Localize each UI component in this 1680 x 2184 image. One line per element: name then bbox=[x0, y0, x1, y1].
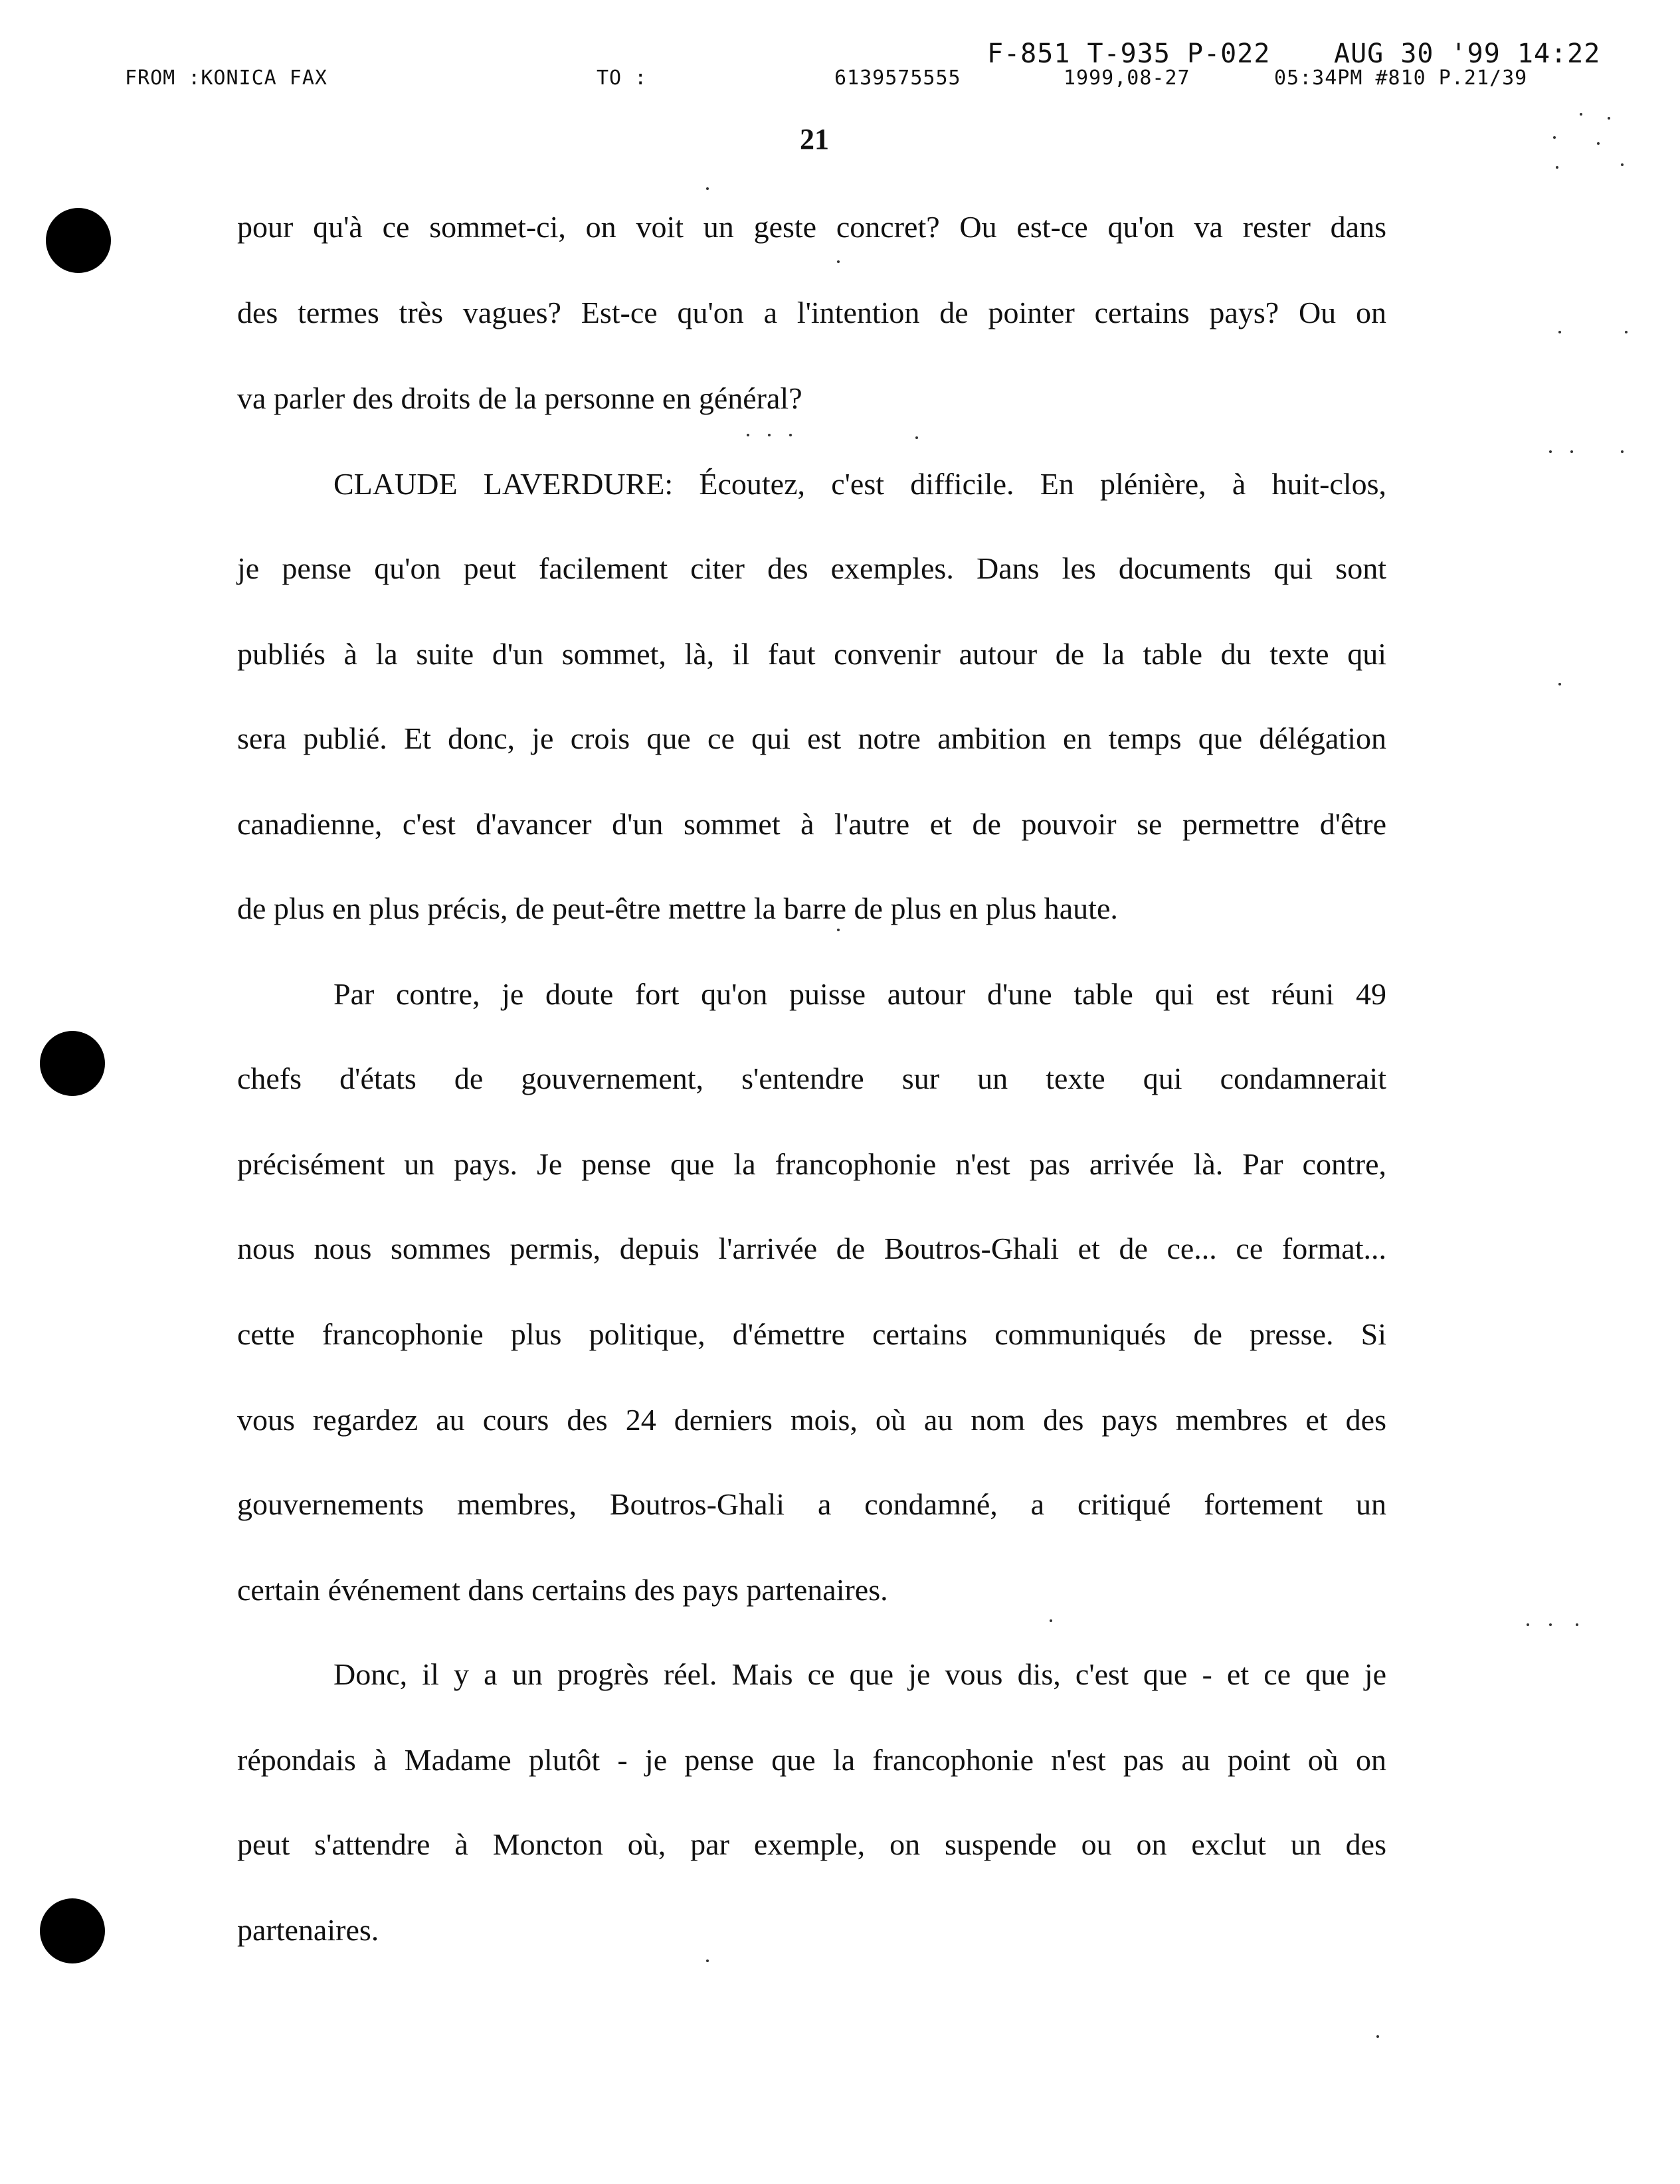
text-line: gouvernements membres, Boutros-Ghali a condamné, a critiqué fortement un bbox=[237, 1487, 1386, 1521]
text-line: sera publié. Et donc, je crois que ce qui est notre ambition en temps que délégation bbox=[237, 721, 1386, 755]
fax-number: 6139575555 bbox=[834, 66, 961, 90]
page-number: 21 bbox=[800, 123, 829, 155]
text-line: pour qu'à ce sommet-ci, on voit un geste concret? Ou est-ce qu'on va rester dans bbox=[237, 210, 1386, 244]
punch-hole bbox=[46, 208, 111, 273]
speaker-line: CLAUDE LAVERDURE: Écoutez, c'est difficile. En plénière, à huit-clos, bbox=[333, 467, 1386, 501]
fax-header-bottom bbox=[0, 66, 1680, 93]
text-line: répondais à Madame plutôt - je pense que la francophonie n'est pas au point où on bbox=[237, 1743, 1386, 1777]
text-line: cette francophonie plus politique, d'émettre certains communiqués de presse. Si bbox=[237, 1317, 1386, 1351]
fax-transmission-ids: F-851 T-935 P-022 bbox=[987, 39, 1271, 69]
text-line: partenaires. bbox=[237, 1913, 379, 1947]
fax-time-page-ref: 05:34PM #810 P.21/39 bbox=[1274, 66, 1528, 90]
text-line: Donc, il y a un progrès réel. Mais ce que je vous dis, c'est que - et ce que je bbox=[333, 1657, 1386, 1691]
text-line: publiés à la suite d'un sommet, là, il faut convenir autour de la table du texte qui bbox=[237, 637, 1386, 671]
fax-date: 1999,08-27 bbox=[1064, 66, 1190, 90]
text-line: précisément un pays. Je pense que la francophonie n'est pas arrivée là. Par contre, bbox=[237, 1147, 1386, 1181]
text-line: certain événement dans certains des pays partenaires. bbox=[237, 1573, 888, 1607]
fax-from: FROM :KONICA FAX bbox=[125, 66, 327, 90]
text-line: je pense qu'on peut facilement citer des exemples. Dans les documents qui sont bbox=[237, 551, 1386, 585]
fax-transmission-datetime: AUG 30 '99 14:22 bbox=[1334, 39, 1601, 69]
fax-to: TO : bbox=[597, 66, 648, 90]
text-line: nous nous sommes permis, depuis l'arrivée de Boutros-Ghali et de ce... ce format... bbox=[237, 1231, 1386, 1265]
punch-hole bbox=[40, 1898, 105, 1963]
text-line: de plus en plus précis, de peut-être mettre la barre de plus en plus haute. bbox=[237, 891, 1118, 925]
text-line: Par contre, je doute fort qu'on puisse autour d'une table qui est réuni 49 bbox=[333, 977, 1386, 1011]
text-line: va parler des droits de la personne en général? bbox=[237, 381, 802, 415]
text-line: des termes très vagues? Est-ce qu'on a l'intention de pointer certains pays? Ou on bbox=[237, 296, 1386, 329]
text-line: canadienne, c'est d'avancer d'un sommet à l'autre et de pouvoir se permettre d'être bbox=[237, 807, 1386, 841]
text-line: peut s'attendre à Moncton où, par exemple, on suspende ou on exclut un des bbox=[237, 1827, 1386, 1861]
text-line: chefs d'états de gouvernement, s'entendre sur un texte qui condamnerait bbox=[237, 1061, 1386, 1095]
text-line: vous regardez au cours des 24 derniers mois, où au nom des pays membres et des bbox=[237, 1403, 1386, 1437]
punch-hole bbox=[40, 1031, 105, 1096]
